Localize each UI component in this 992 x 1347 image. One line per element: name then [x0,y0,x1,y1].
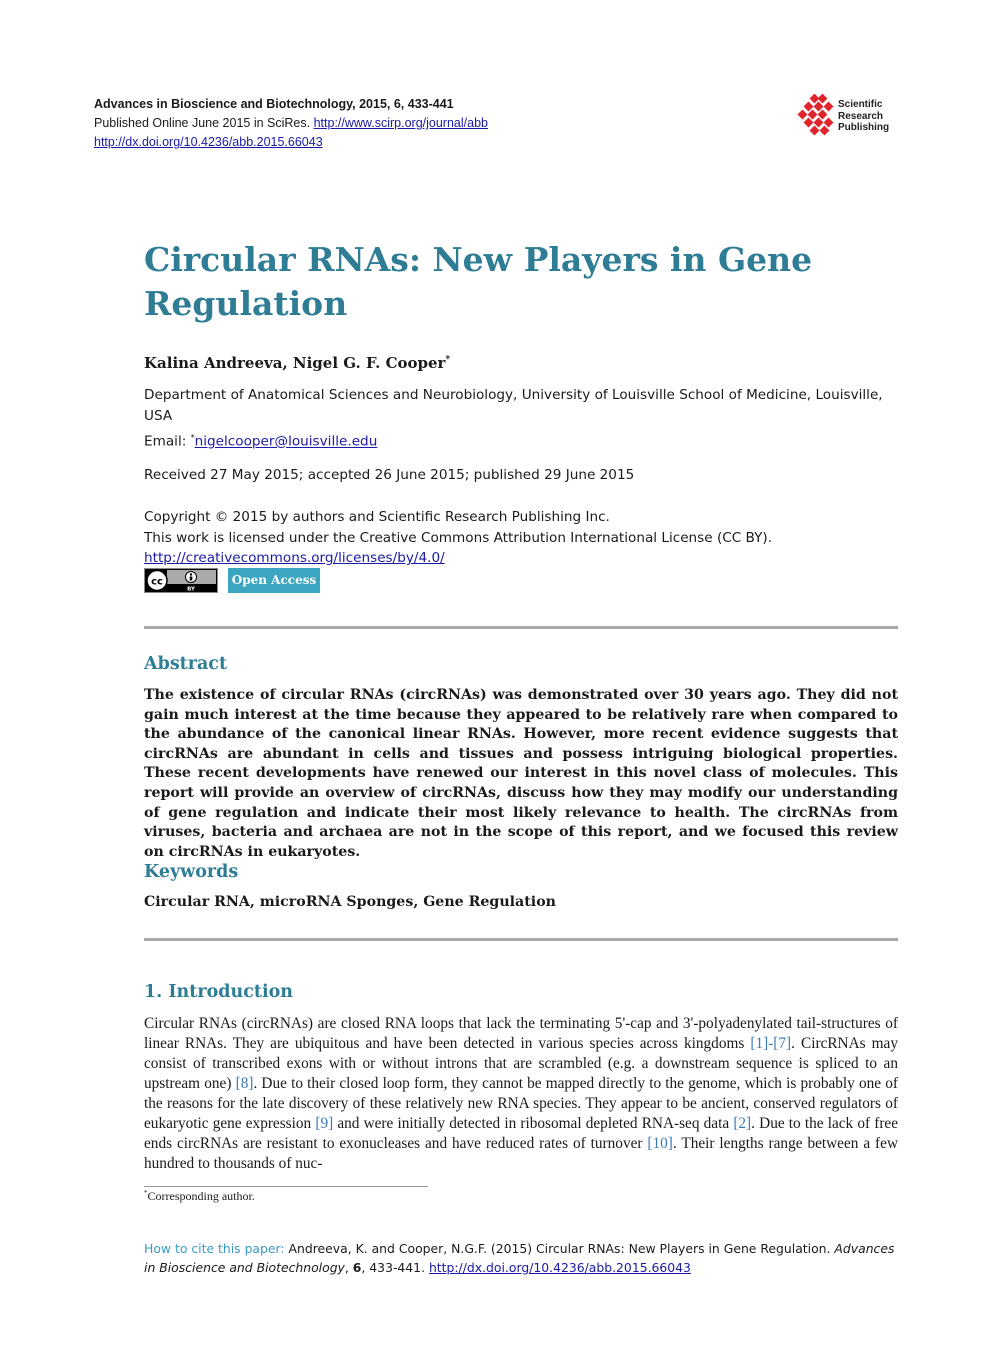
license-line: This work is licensed under the Creative Commons Attribution International License (CC BY). [144,529,773,546]
footnote-text: Corresponding author. [147,1189,255,1203]
cite-label: How to cite this paper: [144,1241,289,1256]
corresponding-mark: * [445,355,451,365]
email-mark: * [190,433,195,442]
publisher-logo-icon [796,94,838,140]
how-to-cite [144,1240,898,1277]
cite-pages: , 433-441. [361,1259,429,1275]
published-text: Published Online June 2015 in SciRes. [94,116,314,130]
journal-url-link[interactable]: http://www.scirp.org/journal/abb [313,116,488,130]
cite-journal: Advances in Bioscience and Biotechnology [144,1241,895,1275]
abstract-heading: Abstract [144,654,228,674]
cc-label: cc [151,576,163,588]
keywords-heading: Keywords [144,862,239,882]
published-line [94,114,488,133]
intro-text-2: . CircRNAs may consist of transcribed exons with or without introns that are scrambled (e.g. a downstream sequence is spliced to an upstream one) [144,1035,898,1092]
footnote [144,1189,255,1204]
publisher-logo-text [838,99,889,134]
abstract-text: The existence of circular RNAs (circRNAs) was demonstrated over 30 years ago. They did not gain much interest at the time because they appeared to be relatively rare when compared to the abundance of the canonical linear RNAs. However, more recent evidence suggests that circRNAs are abundant in cells and tissues and possess intriguing biological properties. These recent developments have renewed our interest in this novel class of molecules. This report will provide an overview of circRNAs, discuss how they may modify our understanding of gene regulation and indicate their most likely relevance to health. The circRNAs from viruses, bacteria and archaea are not in the scope of this report, and we focused this review on circRNAs in eukaryotes. [144,687,898,860]
department: Department of Anatomical Sciences and Neurobiology, University of Louisville School of Medicine, Louisville, USA [144,387,883,424]
open-access-badge[interactable]: Open Access [228,568,320,593]
ref-link-8[interactable]: [8] [235,1075,254,1092]
ref-link-1-7[interactable]: [1]-[7] [750,1035,792,1052]
publication-dates: Received 27 May 2015; accepted 26 June 2015; published 29 June 2015 [144,467,635,483]
ref-link-10[interactable]: [10] [647,1135,673,1152]
logo-line-3: Publishing [838,122,890,133]
email-label: Email: [144,433,191,450]
introduction-heading: 1. Introduction [144,982,293,1002]
publisher-logo [796,94,900,140]
header-doi-link[interactable]: http://dx.doi.org/10.4236/abb.2015.66043 [94,135,323,149]
keywords-text: Circular RNA, microRNA Sponges, Gene Regulation [144,894,556,910]
license-link[interactable]: http://creativecommons.org/licenses/by/4.0/ [144,550,445,566]
cite-separator: , [344,1259,353,1275]
intro-text-3: . Due to their closed loop form, they cannot be mapped directly to the genome, which is probably one of the reasons for the late discovery of these relatively new RNA species. They appear to be ancient, conserved regulators of eukaryotic gene expression [144,1075,898,1132]
copyright-block [144,507,772,569]
divider-top [144,626,898,629]
cc-by-icon [145,569,217,592]
logo-line-2: Research [838,110,884,122]
cite-doi-link[interactable]: http://dx.doi.org/10.4236/abb.2015.66043 [428,1259,691,1275]
authors [144,354,450,372]
cite-authors: Andreeva, K. and Cooper, N.G.F. (2015) Circular RNAs: New Players in Gene Regulation. [288,1241,835,1256]
by-label: BY [187,586,195,592]
intro-text-6: . Their lengths range between a few hundred to thousands of nuc- [144,1135,898,1172]
ref-link-2[interactable]: [2] [733,1115,752,1132]
intro-text-1: Circular RNAs (circRNAs) are closed RNA loops that lack the terminating 5'-cap and 3'-polyadenylated tail-structures of linear RNAs. They are ubiquitous and have been detected in various species across kingdoms [144,1015,898,1052]
introduction-paragraph [144,1014,898,1174]
ref-link-9[interactable]: [9] [315,1115,334,1132]
logo-line-1: Scientific [838,99,883,110]
footnote-mark: * [144,1189,148,1197]
intro-text-4: and were initially detected in ribosomal depleted RNA-seq data [333,1115,734,1132]
paper-title: Circular RNAs: New Players in Gene Regulation [144,240,813,323]
journal-header [94,95,488,152]
copyright-line: Copyright © 2015 by authors and Scientific Research Publishing Inc. [144,509,610,525]
email-link[interactable]: nigelcooper@louisville.edu [194,433,378,450]
footnote-rule [144,1186,428,1187]
intro-text-5: . Due to the lack of free ends circRNAs are resistant to exonucleases and have reduced rates of turnover [144,1115,899,1152]
cc-by-badge[interactable] [144,568,218,593]
journal-citation: Advances in Bioscience and Biotechnology, 2015, 6, 433-441 [94,97,454,111]
cite-volume: 6 [352,1259,362,1275]
email-line [144,427,899,453]
author-names: Kalina Andreeva, Nigel G. F. Cooper [144,354,446,372]
affiliation [144,385,899,453]
divider-bottom [144,938,898,941]
